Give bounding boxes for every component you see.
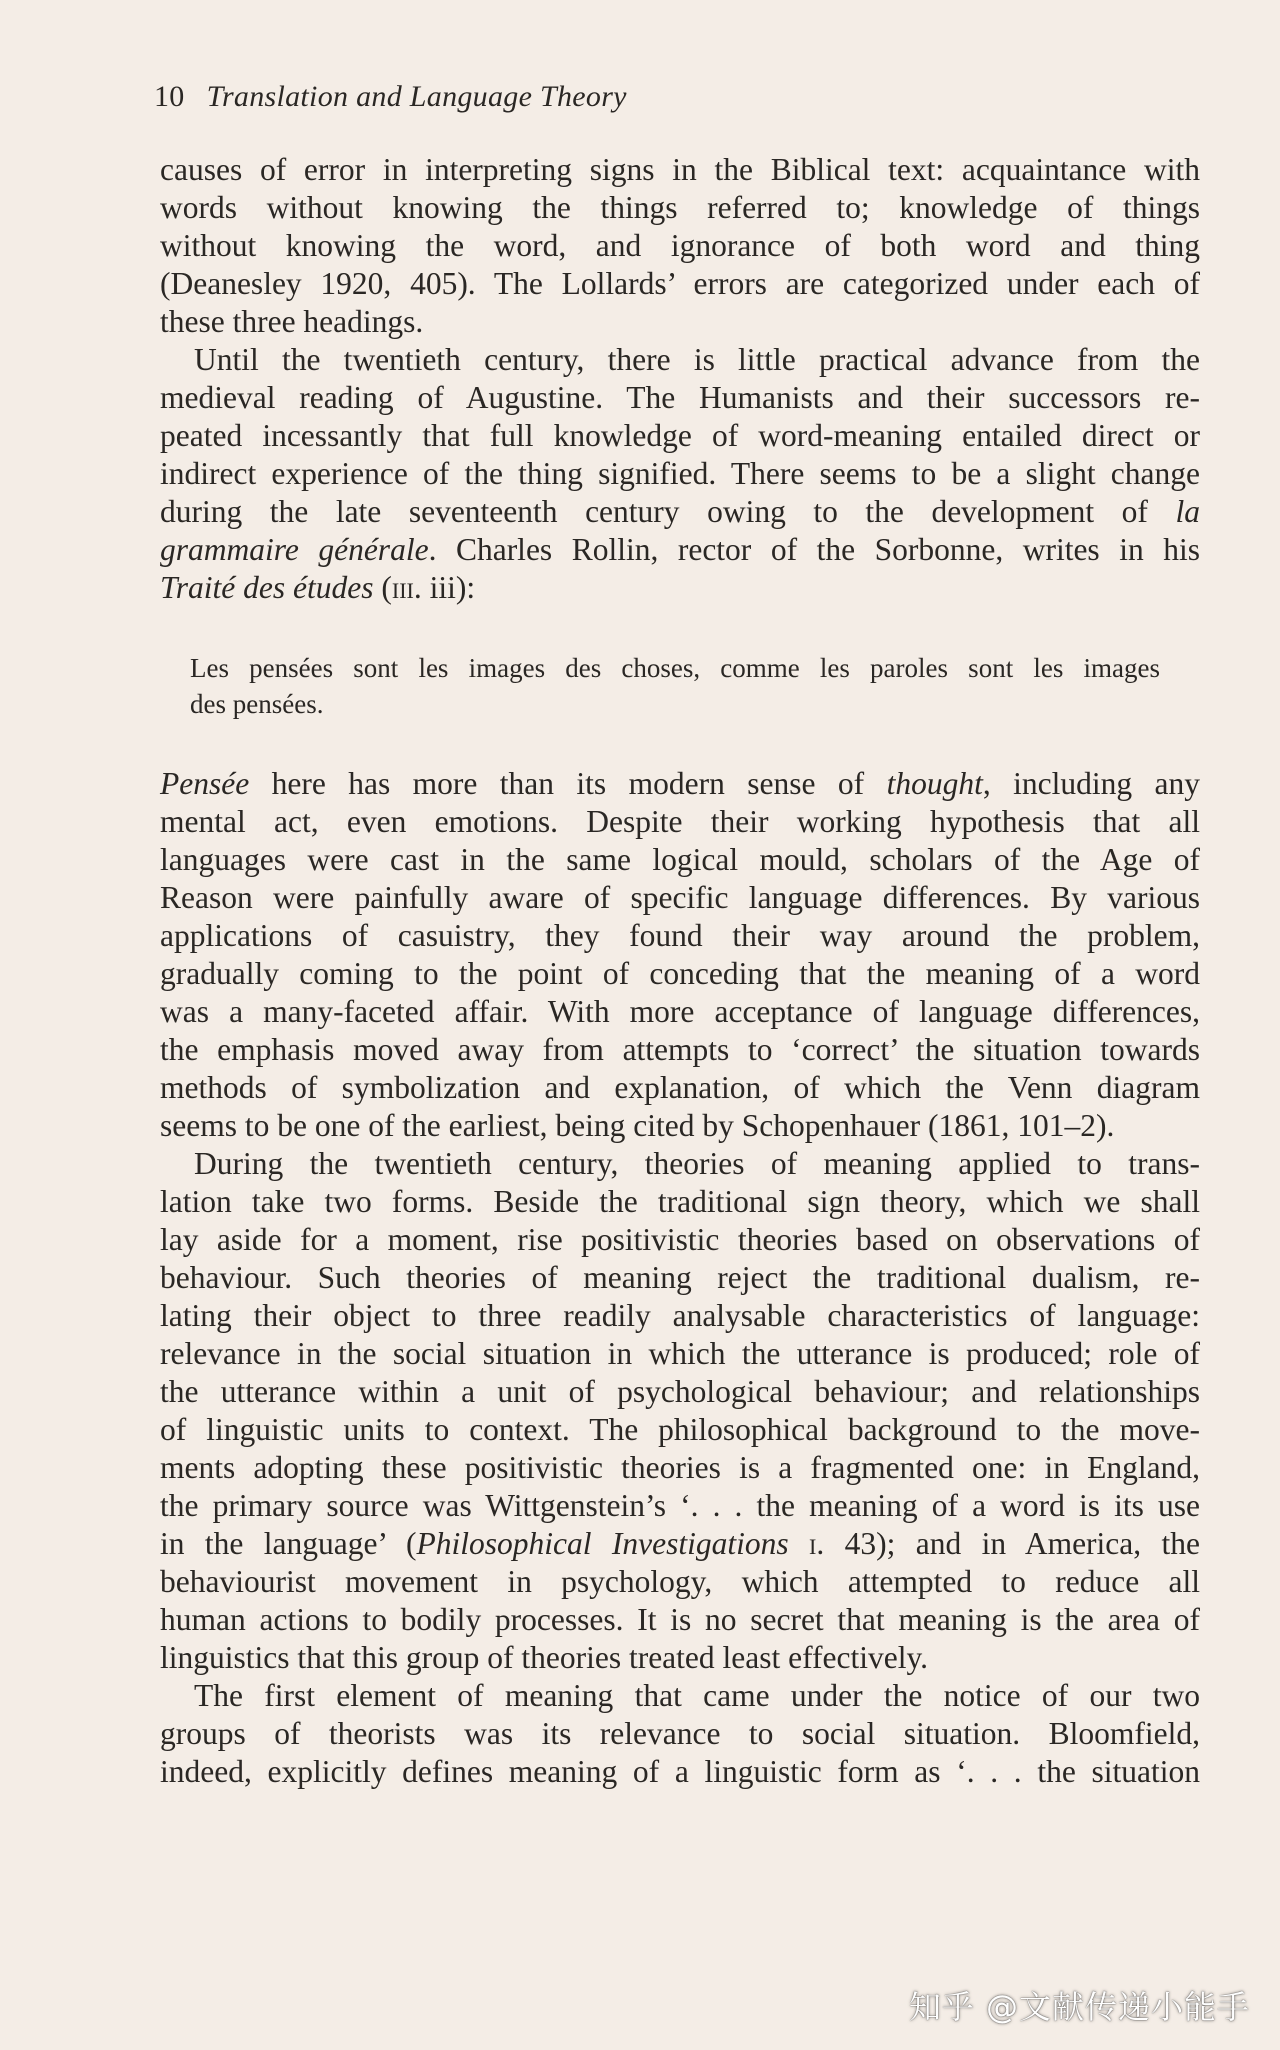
text-line: causes of error in interpreting signs in the Biblical text: acquaintance with <box>160 152 1200 187</box>
text-line: the primary source was Wittgenstein’s ‘. . . the meaning of a word is its use <box>160 1488 1200 1523</box>
italic-run: Pensée <box>160 766 250 801</box>
italic-run: la <box>1175 494 1200 529</box>
text-run: . Charles Rollin, rector of the Sorbonne, writes in his <box>428 532 1200 567</box>
italic-run: Traité des études <box>160 570 374 605</box>
text-line <box>160 492 1200 532</box>
italic-run: grammaire générale <box>160 532 429 567</box>
text-run: during the late seventeenth century owing to the development of <box>160 494 1176 529</box>
text-line: mental act, even emotions. Despite their working hypothesis that all <box>160 804 1200 839</box>
text-line: ments adopting these positivistic theories is a fragmented one: in England, <box>160 1450 1200 1485</box>
text-line: gradually coming to the point of conceding that the meaning of a word <box>160 956 1200 991</box>
italic-run: thought <box>886 766 983 801</box>
text-line: Until the twentieth century, there is little practical advance from the <box>194 342 1200 377</box>
text-line: behaviourist movement in psychology, which attempted to reduce all <box>160 1564 1200 1599</box>
text-line: the emphasis moved away from attempts to ‘correct’ the situation towards <box>160 1032 1200 1067</box>
text-run: . iii): <box>413 570 476 605</box>
text-line: indeed, explicitly defines meaning of a linguistic form as ‘. . . the situation <box>160 1754 1200 1789</box>
smallcaps-run: i <box>809 1526 817 1561</box>
text-line <box>160 1524 1200 1564</box>
quote-line: des pensées. <box>190 689 324 719</box>
text-line: human actions to bodily processes. It is no secret that meaning is the area of <box>160 1602 1200 1637</box>
text-line: methods of symbolization and explanation, of which the Venn diagram <box>160 1070 1200 1105</box>
text-run: here has more than its modern sense of <box>249 766 887 801</box>
text-line: indirect experience of the thing signified. There seems to be a slight change <box>160 456 1200 491</box>
text-line: without knowing the word, and ignorance of both word and thing <box>160 228 1200 263</box>
text-line <box>160 764 1200 804</box>
text-line: of linguistic units to context. The philosophical background to the move- <box>160 1412 1200 1447</box>
text-run: . 43); and in America, the <box>816 1526 1201 1561</box>
watermark: 知乎 @文献传递小能手 <box>908 1988 1250 2026</box>
text-line: languages were cast in the same logical mould, scholars of the Age of <box>160 842 1200 877</box>
text-line: lation take two forms. Beside the traditional sign theory, which we shall <box>160 1184 1200 1219</box>
italic-run: Philosophical Investigations <box>416 1526 789 1561</box>
text-line: Reason were painfully aware of specific language differences. By various <box>160 880 1200 915</box>
running-head-title: Translation and Language Theory <box>206 80 627 113</box>
text-line <box>160 530 1200 570</box>
quote-line: Les pensées sont les images des choses, comme les paroles sont les images <box>190 653 1160 683</box>
text-line: groups of theorists was its relevance to social situation. Bloomfield, <box>160 1716 1200 1751</box>
text-line: During the twentieth century, theories of meaning applied to trans- <box>194 1146 1200 1181</box>
page-number: 10 <box>154 80 185 113</box>
running-head <box>154 80 627 114</box>
text-line <box>160 568 1200 608</box>
text-line: linguistics that this group of theories treated least effectively. <box>160 1640 929 1675</box>
text-line: seems to be one of the earliest, being cited by Schopenhauer (1861, 101–2). <box>160 1108 1115 1143</box>
text-line: applications of casuistry, they found their way around the problem, <box>160 918 1200 953</box>
text-line: these three headings. <box>160 304 424 339</box>
text-line: lay aside for a moment, rise positivistic theories based on observations of <box>160 1222 1200 1257</box>
text-line: peated incessantly that full knowledge of word-meaning entailed direct or <box>160 418 1200 453</box>
text-line: (Deanesley 1920, 405). The Lollards’ errors are categorized under each of <box>160 266 1200 301</box>
text-line: the utterance within a unit of psychological behaviour; and relationships <box>160 1374 1200 1409</box>
text-run: in the language’ ( <box>160 1526 417 1561</box>
text-line: behaviour. Such theories of meaning reject the traditional dualism, re- <box>160 1260 1200 1295</box>
text-line: was a many-faceted affair. With more acceptance of language differences, <box>160 994 1200 1029</box>
text-line: relevance in the social situation in which the utterance is produced; role of <box>160 1336 1200 1371</box>
text-line: lating their object to three readily analysable characteristics of language: <box>160 1298 1200 1333</box>
text-run: , including any <box>982 766 1201 801</box>
text-line: words without knowing the things referred to; knowledge of things <box>160 190 1200 225</box>
text-run: ( <box>373 570 392 605</box>
text-line: medieval reading of Augustine. The Humanists and their successors re- <box>160 380 1200 415</box>
text-line: The first element of meaning that came under the notice of our two <box>194 1678 1200 1713</box>
smallcaps-run: iii <box>391 570 414 605</box>
